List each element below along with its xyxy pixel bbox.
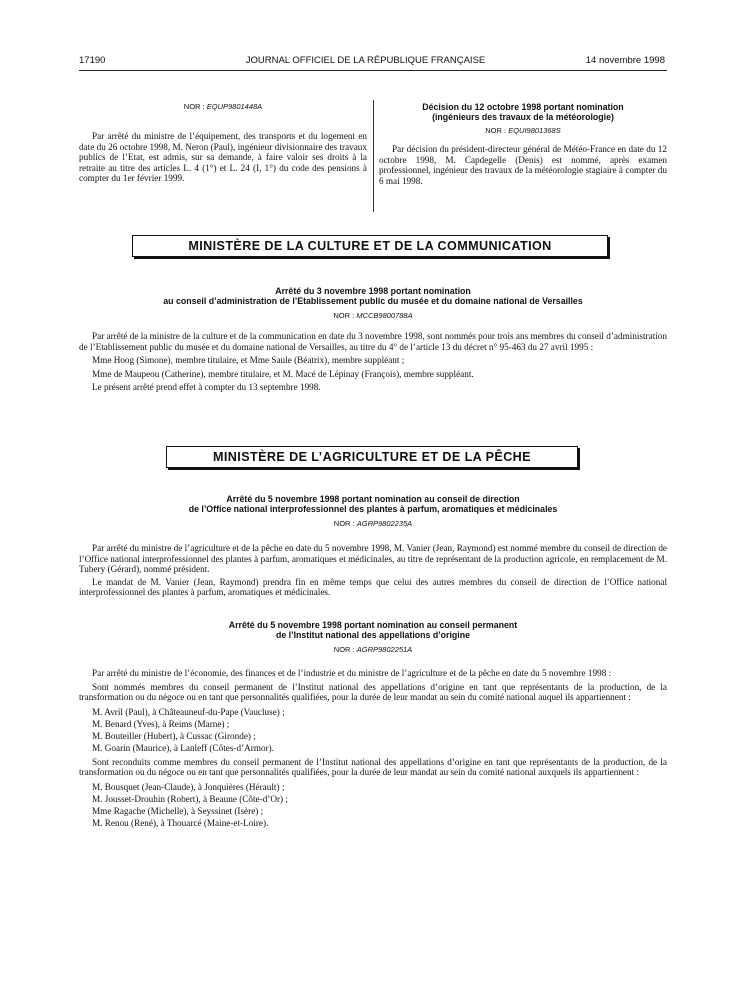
body-paragraph: Le mandat de M. Vanier (Jean, Raymond) prendra fin en même temps que celui des autres membres du conseil de direction de l’Office national interprofessionnel des plantes à parfum, aromatiques et médicinales. [79, 576, 667, 598]
list-item: M. Goarin (Maurice), à Lanleff (Côtes-d’Armor). [92, 743, 274, 754]
body-paragraph: Par arrêté du ministre de l’économie, des finances et de l’industrie et du ministre de l’agriculture et de la pêche en date du 5 novembre 1998 : [92, 668, 612, 678]
nor-reference: NOR : MCCB9800788A [333, 311, 413, 320]
nor-code: EQUI9801368S [508, 126, 561, 135]
header-date: 14 novembre 1998 [585, 55, 665, 66]
culture-body [79, 331, 667, 393]
arrete-title: Arrêté du 5 novembre 1998 portant nomination au conseil permanent de l’Institut national des appellations d’origine [228, 620, 518, 640]
nor-code: AGRP9802251A [356, 645, 413, 654]
body-paragraph: Sont nommés membres du conseil permanent de l’Institut national des appellations d’origine en tant que représentants de la production, de la transformation ou du négoce ou en tant que personnalités qualifiées, pour la durée de leur mandat au sein du comité national auquel ils appartiennent : [79, 681, 667, 703]
journal-title: JOURNAL OFFICIEL DE LA RÉPUBLIQUE FRANÇAISE [245, 55, 486, 66]
member-list [79, 707, 667, 754]
body-paragraph: Mme de Maupeou (Catherine), membre titulaire, et M. Macé de Lépinay (François), membre suppléant. [92, 368, 474, 379]
arrete-title: Arrêté du 5 novembre 1998 portant nomination au conseil de direction de l’Office national interprofessionnel des plantes à parfum, aromatiques et médicinales [188, 494, 558, 514]
nor-reference: NOR : EQUI9801368S [485, 126, 561, 135]
ministry-heading: MINISTÈRE DE LA CULTURE ET DE LA COMMUNICATION [132, 235, 608, 257]
left-column-notice [79, 131, 367, 184]
list-item: M. Bousquet (Jean-Claude), à Jonquières (Hérault) ; [92, 781, 285, 792]
nor-reference: NOR : AGRP9802235A [333, 519, 413, 528]
body-paragraph: Par arrêté du ministre de l’agriculture et de la pêche en date du 5 novembre 1998, M. Vanier (Jean, Raymond) est nommé membre du conseil de direction de l’Office national interprofessionnel des plantes à parfum, aromatiques et médicinales, au titre de représentant de la production agricole, en remplacement de M. Tubery (Gérard), nommé président. [79, 543, 667, 575]
right-column-notice [379, 144, 667, 186]
list-item: M. Benard (Yves), à Reims (Marne) ; [92, 718, 230, 729]
arrete-title: Arrêté du 3 novembre 1998 portant nomination au conseil d’administration de l’Etablissement public du musée et du domaine national de Versailles [163, 286, 583, 306]
decision-title: Décision du 12 octobre 1998 portant nomination (ingénieurs des travaux de la météorologie) [422, 102, 624, 122]
list-item: M. Jousset-Drouhin (Robert), à Beaune (Côte-d’Or) ; [92, 793, 288, 804]
list-item: Mme Ragache (Michelle), à Seyssinet (Isère) ; [92, 806, 264, 817]
body-paragraph: Mme Hoog (Simone), membre titulaire, et Mme Saule (Béatrix), membre suppléant ; [92, 355, 405, 366]
nor-code: AGRP9802235A [356, 519, 413, 528]
member-list [79, 782, 667, 829]
agriculture-body-1 [79, 543, 667, 598]
ministry-heading: MINISTÈRE DE L’AGRICULTURE ET DE LA PÊCHE [166, 446, 578, 468]
nor-reference: NOR : EQUP9801448A [183, 102, 263, 111]
body-paragraph: Sont reconduits comme membres du conseil permanent de l’Institut national des appellations d’origine en tant que représentants de la production, de la transformation ou du négoce ou en tant que personnalités qualifiées, pour la durée de leur mandat au sein du comité national auxquels ils appartiennent : [79, 756, 667, 778]
agriculture-body-2 [79, 668, 667, 829]
body-paragraph: Le présent arrêté prend effet à compter du 13 septembre 1998. [92, 382, 321, 393]
notice-paragraph: Par décision du président-directeur général de Météo-France en date du 12 octobre 1998, M. Capdegelle (Denis) est nommé, après examen professionnel, ingénieur des travaux de la météorologie stagiaire à compter du 6 mai 1998. [379, 144, 667, 186]
notice-paragraph: Par arrêté du ministre de l’équipement, des transports et du logement en date du 26 octobre 1998, M. Neron (Paul), ingénieur divisionnaire des travaux publics de l’Etat, est admis, sur sa demande, à faire valoir ses droits à la retraite au titre des articles L. 4 (1°) et L. 24 (I, 1°) du code des pensions à compter du 1er février 1999. [79, 131, 367, 184]
list-item: M. Avril (Paul), à Châteauneuf-du-Pape (Vaucluse) ; [92, 706, 285, 717]
nor-code: MCCB9800788A [356, 311, 413, 320]
nor-code: EQUP9801448A [206, 102, 263, 111]
body-paragraph: Par arrêté de la ministre de la culture et de la communication en date du 3 novembre 1998, sont nommés pour trois ans membres du conseil d’administration de l’Etablissement public du musée et du domaine national de Versailles, au titre du 4° de l’article 13 du décret n° 95-463 du 27 avril 1995 : [79, 331, 667, 352]
column-divider [373, 100, 374, 212]
page-number: 17190 [79, 55, 106, 66]
header-rule [79, 70, 667, 71]
nor-reference: NOR : AGRP9802251A [333, 645, 413, 654]
list-item: M. Renou (René), à Thouarcé (Maine-et-Loire). [92, 818, 269, 829]
list-item: M. Bouteiller (Hubert), à Cussac (Gironde) ; [92, 730, 256, 741]
